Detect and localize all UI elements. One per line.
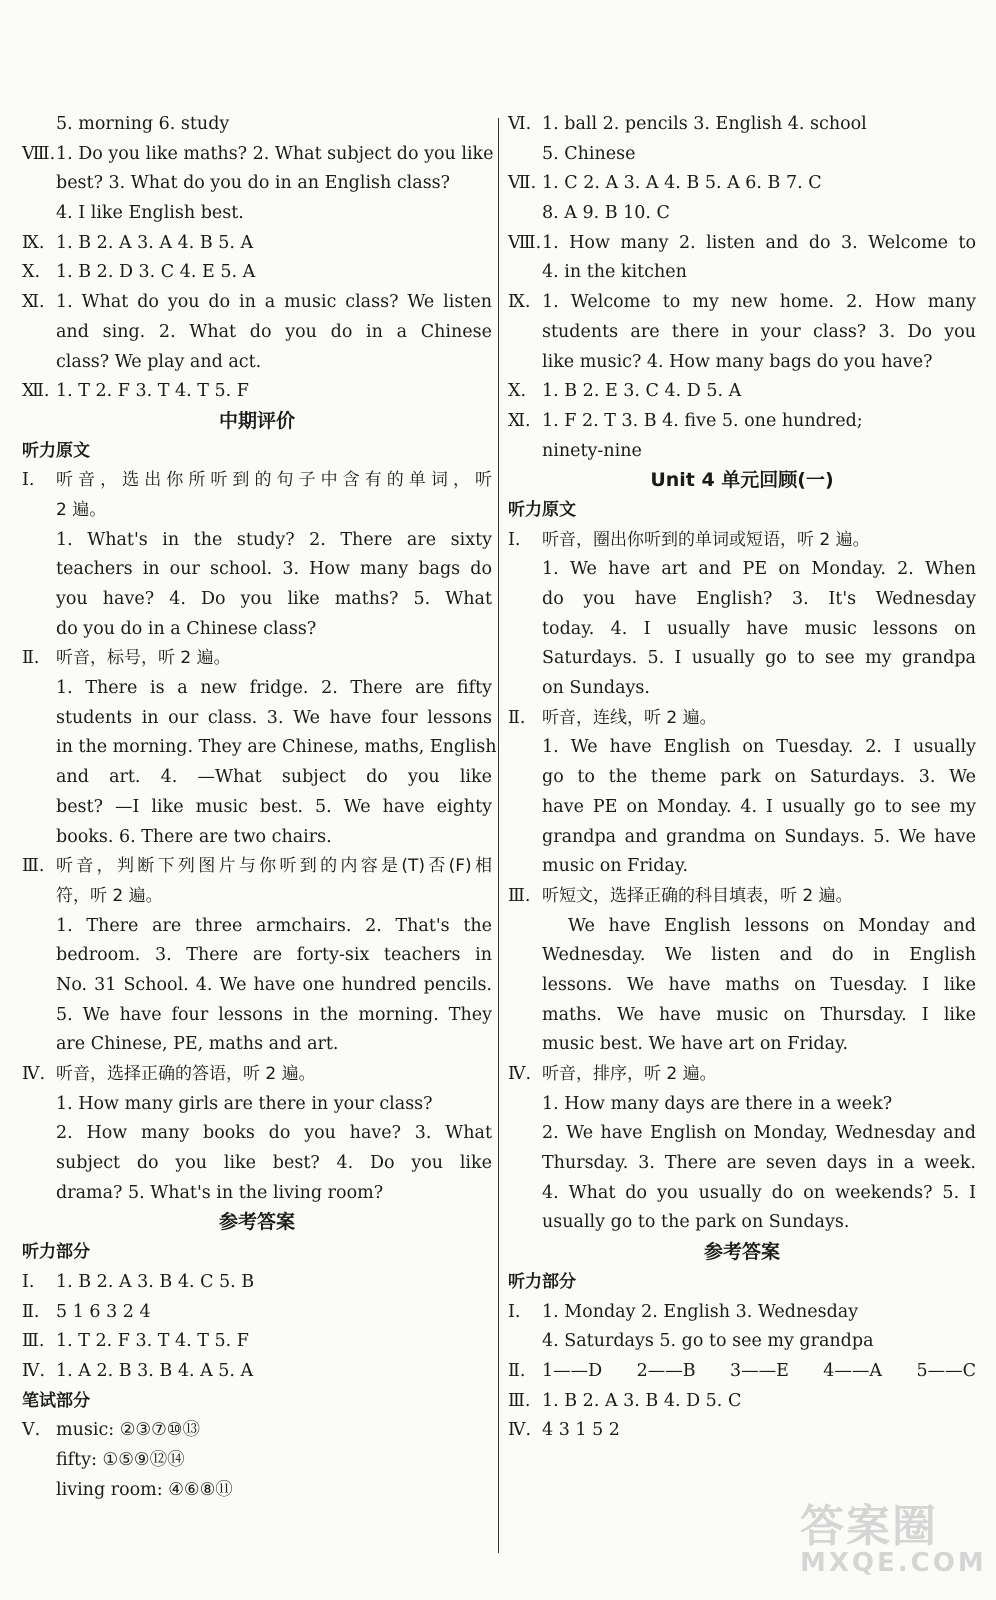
line-text: usually go to the park on Sundays. [542, 1212, 850, 1233]
section-number: Ⅰ. [22, 470, 35, 491]
right-line [508, 140, 976, 170]
section-number: Ⅰ. [508, 529, 521, 550]
left-line [22, 1416, 492, 1446]
line-text: 1. Do you like maths? 2. What subject do you like [56, 143, 494, 164]
left-line [22, 466, 492, 496]
line-text: 2 遍。 [56, 499, 107, 520]
left-line [22, 496, 492, 526]
right-line [508, 288, 976, 318]
line-text: fifty: ①⑤⑨⑫⑭ [56, 1449, 185, 1470]
line-text: 听短文，选择正确的科目填表，听 2 遍。 [542, 885, 853, 906]
line-text: best? —I like music best. 5. We have eighty [56, 796, 492, 817]
line-text: music: ②③⑦⑩⑬ [56, 1420, 200, 1441]
line-text: 1. B 2. A 3. B 4. D 5. C [542, 1390, 742, 1411]
right-line [508, 437, 976, 467]
line-text: 1. T 2. F 3. T 4. T 5. F [56, 1331, 249, 1352]
line-text: bedroom. 3. There are forty-six teachers in [56, 945, 492, 966]
line-text: No. 31 School. 4. We have one hundred pencils. [56, 974, 492, 995]
right-line [508, 1208, 976, 1238]
left-line [22, 941, 492, 971]
line-text: 听音，判断下列图片与你听到的内容是(T)否(F)相 [56, 856, 492, 877]
section-heading: 参考答案 [218, 1211, 295, 1234]
line-text: best? 3. What do you do in an English class? [56, 173, 451, 194]
left-line [22, 1090, 492, 1120]
column-divider [498, 118, 499, 1553]
right-line [508, 1090, 976, 1120]
line-text: 4. I like English best. [56, 203, 244, 224]
line-text: class? We play and act. [56, 351, 262, 372]
line-text: 听音，选择正确的答语，听 2 遍。 [56, 1064, 316, 1084]
section-number: Ⅰ. [22, 1271, 35, 1292]
left-line [22, 1238, 492, 1268]
right-line [508, 1357, 976, 1387]
line-text: maths. We have music on Thursday. I like [542, 1004, 976, 1025]
line-text: music best. We have art on Friday. [542, 1034, 849, 1055]
left-line [22, 1476, 492, 1506]
left-line [22, 140, 492, 170]
line-text: 1. What's in the study? 2. There are sixty [56, 529, 492, 550]
section-number: Ⅱ. [508, 1360, 526, 1381]
section-number: Ⅺ. [22, 292, 45, 313]
section-number: Ⅲ. [22, 1331, 45, 1352]
left-line [22, 169, 492, 199]
left-line [22, 852, 492, 882]
left-line [22, 377, 492, 407]
left-line [22, 288, 492, 318]
watermark-en: MXQE.COM [800, 1548, 987, 1578]
right-line [508, 496, 976, 526]
line-text: students are there in your class? 3. Do you [542, 321, 976, 342]
right-line [508, 941, 976, 971]
right-line [508, 1327, 976, 1357]
left-line [22, 1149, 492, 1179]
line-text: 1. What do you do in a music class? We listen [56, 292, 492, 313]
right-line [508, 258, 976, 288]
line-text: 8. A 9. B 10. C [542, 203, 670, 224]
line-text: 听音，连线，听 2 遍。 [542, 707, 717, 728]
right-line [508, 1149, 976, 1179]
section-number: Ⅹ. [508, 381, 527, 402]
line-text: 符，听 2 遍。 [56, 885, 163, 906]
left-line [22, 971, 492, 1001]
section-number: Ⅰ. [508, 1301, 521, 1322]
left-line [22, 229, 492, 259]
section-number: Ⅲ. [508, 1390, 531, 1411]
section-number: Ⅳ. [508, 1064, 532, 1084]
subsection-heading: 笔试部分 [22, 1390, 90, 1411]
right-line [508, 971, 976, 1001]
line-text: today. 4. I usually have music lessons on [542, 618, 976, 639]
left-line [22, 1357, 492, 1387]
section-heading: 参考答案 [703, 1241, 780, 1264]
section-heading: 中期评价 [218, 409, 295, 432]
line-text: 1. B 2. A 3. B 4. C 5. B [56, 1271, 255, 1292]
right-line [508, 823, 976, 853]
section-number: Ⅳ. [22, 1064, 46, 1084]
line-text: 1. C 2. A 3. A 4. B 5. A 6. B 7. C [542, 173, 822, 194]
line-text: 2. How many books do you have? 3. What [56, 1123, 492, 1144]
right-line [508, 229, 976, 259]
section-number: Ⅴ. [22, 1420, 41, 1441]
line-text: 4. in the kitchen [542, 262, 687, 283]
section-number: Ⅱ. [22, 648, 40, 669]
line-text: ninety-nine [542, 440, 642, 461]
left-line [22, 1060, 492, 1090]
section-number: Ⅸ. [22, 232, 45, 253]
left-line [22, 555, 492, 585]
section-number: Ⅱ. [508, 707, 526, 728]
section-number: Ⅸ. [508, 292, 531, 313]
section-number: Ⅳ. [508, 1420, 532, 1441]
line-text: subject do you like best? 4. Do you like [56, 1153, 492, 1174]
line-text: 1. There are three armchairs. 2. That's the [56, 915, 492, 936]
left-line [22, 1001, 492, 1031]
right-line [508, 407, 976, 437]
line-text: grandpa and grandma on Sundays. 5. We have [542, 826, 976, 847]
section-number: Ⅱ. [22, 1301, 40, 1322]
subsection-heading: 听力原文 [508, 499, 576, 520]
left-line [22, 1387, 492, 1417]
section-number: Ⅶ. [508, 173, 537, 194]
left-line [22, 615, 492, 645]
line-text: 4. What do you usually do on weekends? 5. I [542, 1182, 976, 1203]
left-line [22, 644, 492, 674]
line-text: 1. F 2. T 3. B 4. five 5. one hundred; [542, 410, 863, 431]
subsection-heading: 听力部分 [508, 1271, 576, 1292]
right-line [508, 674, 976, 704]
right-line [508, 733, 976, 763]
section-heading: Unit 4 单元回顾(一) [650, 469, 834, 492]
line-text: 5. We have four lessons in the morning. They [56, 1004, 492, 1025]
line-text: 1. ball 2. pencils 3. English 4. school [542, 114, 867, 134]
right-line [508, 526, 976, 556]
left-line [22, 437, 492, 467]
left-line [22, 1446, 492, 1476]
line-text: on Sundays. [542, 678, 650, 699]
section-number: Ⅺ. [508, 410, 531, 431]
left-line [22, 526, 492, 556]
line-text: are Chinese, PE, maths and art. [56, 1034, 339, 1055]
line-text: 1. There is a new fridge. 2. There are fifty [56, 678, 492, 699]
right-line [508, 348, 976, 378]
left-line [22, 585, 492, 615]
line-text: 听音，圈出你听到的单词或短语，听 2 遍。 [542, 529, 870, 550]
left-line [22, 1298, 492, 1328]
section-number: Ⅹ. [22, 262, 41, 283]
right-line [508, 1298, 976, 1328]
line-text: We have English lessons on Monday and [568, 915, 976, 936]
line-text: 4 3 1 5 2 [542, 1420, 620, 1441]
line-text: Thursday. 3. There are seven days in a week. [542, 1153, 976, 1174]
subsection-heading: 听力部分 [22, 1242, 90, 1263]
line-text: living room: ④⑥⑧⑪ [56, 1479, 233, 1500]
line-text: 2. We have English on Monday, Wednesday and [542, 1123, 976, 1144]
right-line [508, 585, 976, 615]
line-text: do you do in a Chinese class? [56, 618, 317, 639]
line-text: 听音，选出你所听到的句子中含有的单词，听 [56, 470, 492, 491]
right-line [508, 615, 976, 645]
right-line [508, 555, 976, 585]
line-text: and sing. 2. What do you do in a Chinese [56, 321, 492, 342]
left-line [22, 912, 492, 942]
watermark-cn: 答案圈 [800, 1501, 938, 1552]
left-line [22, 258, 492, 288]
left-line [22, 733, 497, 763]
left-line [22, 704, 492, 734]
left-line [22, 823, 492, 853]
left-column [22, 110, 497, 1505]
line-text: have PE on Monday. 4. I usually go to see my [542, 796, 976, 817]
watermark-logo [800, 1490, 987, 1590]
line-text: books. 6. There are two chairs. [56, 826, 332, 847]
line-text: 听音，标号，听 2 遍。 [56, 648, 231, 669]
section-number: Ⅲ. [508, 885, 531, 906]
line-text: lessons. We have maths on Tuesday. I like [542, 974, 976, 995]
line-text: like music? 4. How many bags do you have? [542, 351, 933, 372]
line-text: music on Friday. [542, 856, 689, 877]
right-line [508, 199, 976, 229]
section-number: Ⅻ. [22, 381, 50, 402]
line-text: Wednesday. We listen and do in English [542, 945, 976, 966]
line-text: 1. B 2. A 3. A 4. B 5. A [56, 232, 254, 253]
line-text: 5. morning 6. study [56, 114, 230, 134]
right-line [508, 169, 976, 199]
line-text: 1. We have English on Tuesday. 2. I usually [542, 737, 976, 758]
line-text: 1——D 2——B 3——E 4——A 5——C [542, 1360, 976, 1381]
line-text: in the morning. They are Chinese, maths, English [56, 737, 497, 758]
right-line [508, 377, 976, 407]
left-line [22, 882, 492, 912]
right-line [508, 1119, 976, 1149]
line-text: you have? 4. Do you like maths? 5. What [56, 589, 492, 609]
right-line [508, 1416, 976, 1446]
section-number: Ⅵ. [508, 114, 532, 134]
right-line [508, 793, 976, 823]
left-line [22, 1119, 492, 1149]
right-line [508, 318, 976, 348]
right-line [508, 912, 976, 942]
left-line [22, 763, 492, 793]
left-line [22, 348, 492, 378]
section-number: Ⅳ. [22, 1360, 46, 1381]
line-text: 1. We have art and PE on Monday. 2. When [542, 559, 976, 580]
line-text: 1. B 2. D 3. C 4. E 5. A [56, 262, 256, 283]
line-text: 1. How many days are there in a week? [542, 1093, 893, 1114]
line-text: 1. Monday 2. English 3. Wednesday [542, 1301, 859, 1322]
section-number: Ⅷ. [508, 232, 542, 253]
right-line [508, 1001, 976, 1031]
right-line [508, 763, 976, 793]
line-text: and art. 4. —What subject do you like [56, 767, 492, 788]
line-text: drama? 5. What's in the living room? [56, 1182, 384, 1203]
left-line [22, 1030, 492, 1060]
line-text: teachers in our school. 3. How many bags do [56, 559, 492, 580]
left-line [22, 1179, 492, 1209]
line-text: 听音，排序，听 2 遍。 [542, 1064, 717, 1084]
line-text: 5. Chinese [542, 143, 636, 164]
right-line [508, 1387, 976, 1417]
right-line [508, 644, 976, 674]
right-column [508, 110, 976, 1446]
right-line [508, 882, 976, 912]
left-line [22, 407, 492, 437]
right-line [508, 110, 976, 140]
line-text: 1. A 2. B 3. B 4. A 5. A [56, 1360, 254, 1381]
left-line [22, 318, 492, 348]
right-line [508, 1179, 976, 1209]
right-line [508, 1060, 976, 1090]
line-text: 1. B 2. E 3. C 4. D 5. A [542, 381, 742, 402]
line-text: 1. Welcome to my new home. 2. How many [542, 292, 976, 313]
right-line [508, 466, 976, 496]
subsection-heading: 听力原文 [22, 440, 90, 461]
line-text: 1. How many 2. listen and do 3. Welcome to [542, 232, 976, 253]
right-line [508, 704, 976, 734]
left-line [22, 1208, 492, 1238]
right-line [508, 852, 976, 882]
line-text: 5 1 6 3 2 4 [56, 1301, 151, 1322]
right-line [508, 1238, 976, 1268]
right-line [508, 1030, 976, 1060]
line-text: 1. T 2. F 3. T 4. T 5. F [56, 381, 249, 402]
line-text: do you have English? 3. It's Wednesday [542, 589, 976, 609]
line-text: Saturdays. 5. I usually go to see my grandpa [542, 648, 976, 669]
line-text: students in our class. 3. We have four lessons [56, 707, 492, 728]
line-text: 4. Saturdays 5. go to see my grandpa [542, 1331, 874, 1352]
left-line [22, 1268, 492, 1298]
line-text: go to the theme park on Saturdays. 3. We [542, 767, 976, 788]
line-text: 1. How many girls are there in your class? [56, 1093, 433, 1114]
left-line [22, 110, 492, 140]
left-line [22, 1327, 492, 1357]
right-line [508, 1268, 976, 1298]
section-number: Ⅷ. [22, 143, 56, 164]
left-line [22, 199, 492, 229]
left-line [22, 793, 492, 823]
left-line [22, 674, 492, 704]
section-number: Ⅲ. [22, 856, 45, 877]
